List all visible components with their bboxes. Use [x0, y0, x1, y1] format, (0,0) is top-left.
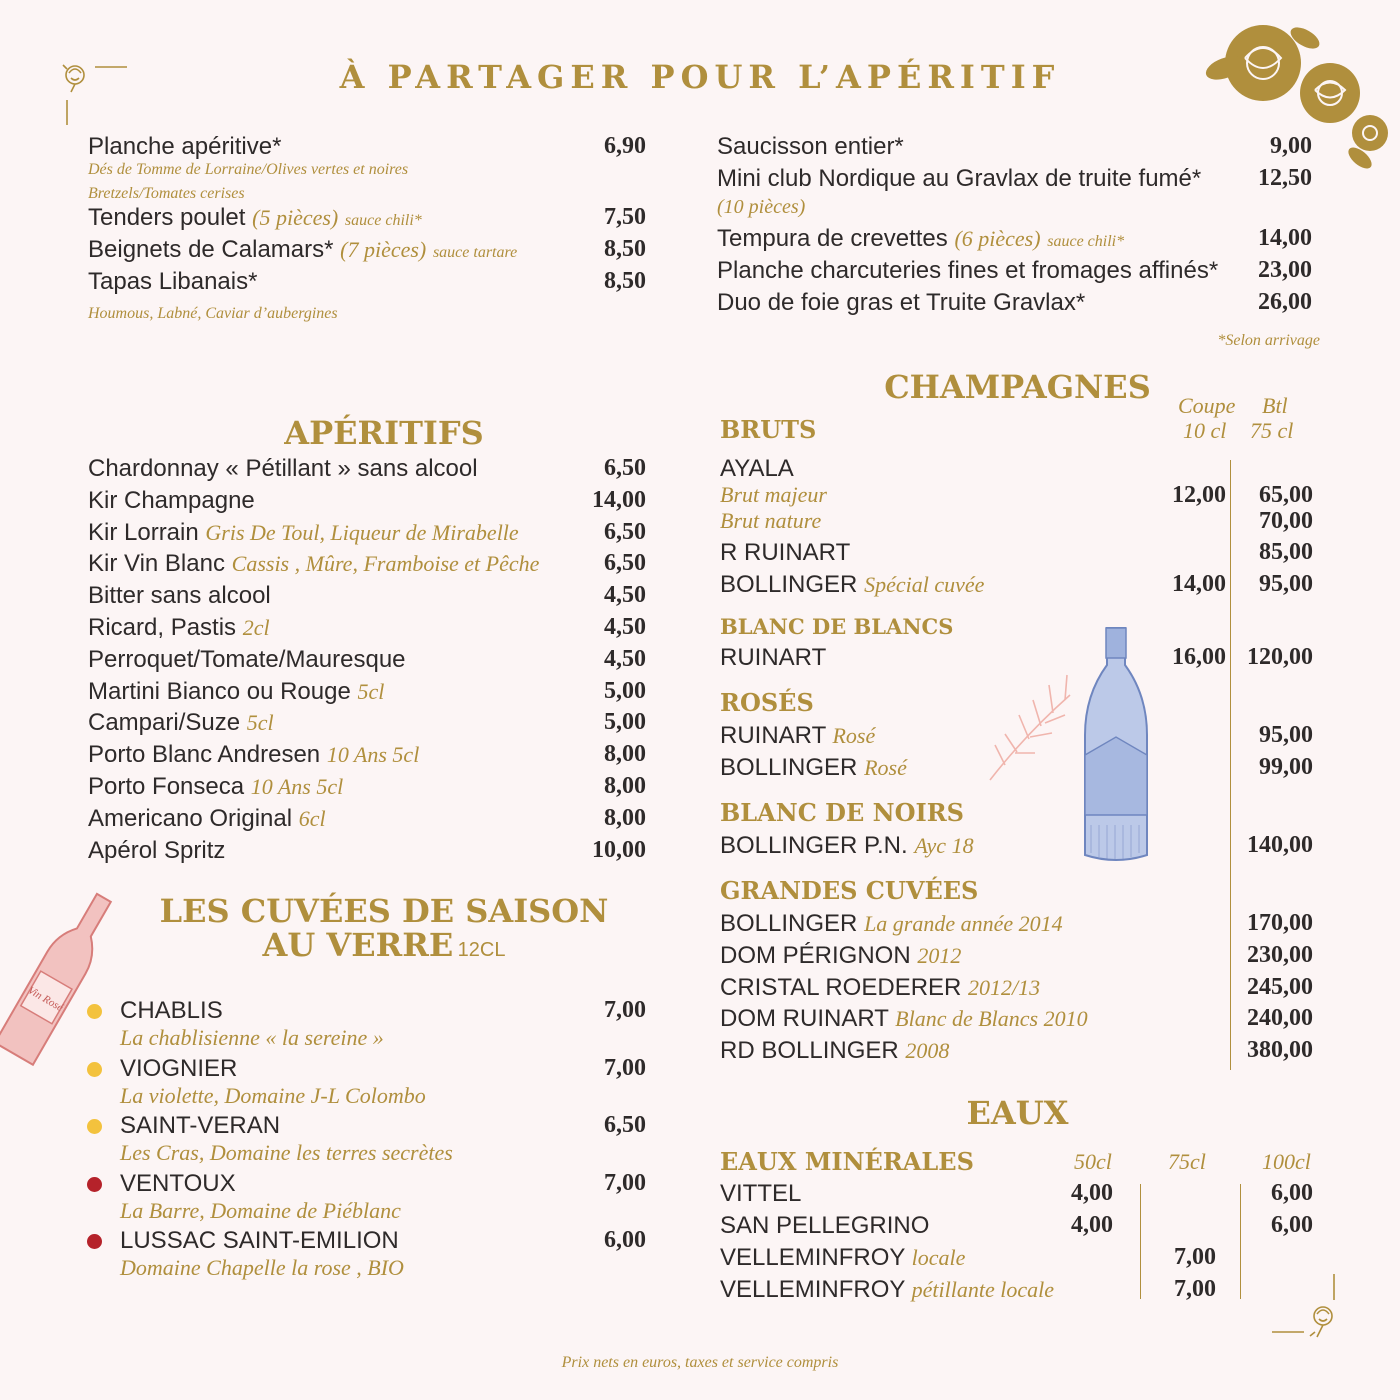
share-item-name: Saucisson entier* — [717, 133, 904, 160]
aperitif-name: Chardonnay « Pétillant » sans alcool — [88, 455, 478, 482]
cuvees-volume: 12CL — [457, 939, 506, 961]
champagne-house: CRISTAL ROEDERER — [720, 973, 962, 1001]
champagne-variety: Rosé — [864, 755, 907, 780]
aperitif-row — [88, 455, 478, 483]
subsection-grandes-cuvees: GRANDES CUVÉES — [720, 876, 979, 905]
share-item-name: Tenders poulet — [88, 204, 246, 231]
aperitif-name: Campari/Suze — [88, 709, 241, 737]
cuvee-description: Les Cras, Domaine les terres secrètes — [120, 1140, 453, 1166]
aperitif-detail: Gris De Toul, Liqueur de Mirabelle — [205, 519, 519, 545]
aperitif-detail: 10 Ans 5cl — [326, 742, 420, 768]
aperitif-row — [88, 487, 255, 515]
share-item-price: 7,50 — [604, 204, 646, 230]
aperitif-name: Americano Original — [88, 804, 293, 832]
champagne-house: DOM RUINART — [720, 1005, 889, 1033]
share-item-detail: (5 pièces) — [252, 205, 339, 230]
col-header-coupe: Coupe — [1178, 393, 1236, 418]
aperitif-name: Perroquet/Tomate/Mauresque — [88, 645, 406, 673]
aperitif-detail: 2cl — [242, 615, 270, 640]
section-title-champagnes: CHAMPAGNES — [884, 368, 1151, 406]
aperitif-row — [88, 805, 326, 833]
champagne-house: BOLLINGER — [720, 754, 858, 781]
water-row — [720, 1244, 965, 1272]
aperitif-price: 8,00 — [604, 741, 646, 768]
aperitif-name: Kir Lorrain — [88, 518, 199, 546]
champagne-btl-price: 120,00 — [1247, 644, 1313, 670]
champagne-house: RUINART — [720, 644, 827, 671]
aperitif-price: 14,00 — [592, 486, 646, 513]
selon-arrivage-note: *Selon arrivage — [1217, 332, 1320, 349]
champagne-btl-price: 65,00 — [1259, 482, 1313, 508]
aperitif-price: 5,00 — [604, 709, 646, 736]
champagne-btl-price: 380,00 — [1247, 1037, 1313, 1064]
champagne-row — [720, 974, 1040, 1002]
champagne-btl-price: 99,00 — [1259, 754, 1313, 780]
champagne-btl-price: 85,00 — [1259, 539, 1313, 565]
champagne-variety: La grande année 2014 — [864, 911, 1063, 936]
share-item-description: Dés de Tomme de Lorraine/Olives vertes et noires — [88, 161, 409, 178]
subsection-bruts: BRUTS — [720, 415, 817, 444]
water-row — [720, 1276, 1054, 1304]
share-item-description: Houmous, Labné, Caviar d’aubergines — [88, 305, 338, 322]
champagne-house: BOLLINGER — [720, 910, 858, 937]
cuvee-name: SAINT-VERAN — [120, 1112, 281, 1140]
champagne-coupe-price: 14,00 — [1172, 571, 1226, 597]
cuvee-description: La Barre, Domaine de Piéblanc — [120, 1197, 401, 1223]
champagne-variety: Rosé — [832, 723, 876, 748]
aperitif-name: Martini Bianco ou Rouge — [88, 677, 351, 705]
share-item-price: 12,50 — [1258, 165, 1312, 191]
water-price-100cl: 6,00 — [1271, 1180, 1313, 1206]
col-header-btl-volume: 75 cl — [1250, 418, 1294, 443]
page-title: À PARTAGER POUR L’APÉRITIF — [339, 58, 1061, 96]
aperitif-name: Porto Fonseca — [88, 773, 245, 800]
water-detail: pétillante locale — [911, 1277, 1054, 1302]
cuvee-name: LUSSAC SAINT-EMILION — [120, 1227, 399, 1255]
aperitif-row — [88, 741, 419, 769]
champagne-row — [720, 910, 1063, 938]
aperitif-row — [88, 709, 274, 737]
cuvee-description: Domaine Chapelle la rose , BIO — [120, 1255, 404, 1281]
wine-color-dot — [87, 1062, 102, 1077]
share-item-name: Mini club Nordique au Gravlax de truite fumé* — [717, 165, 1202, 192]
share-item-name: Planche charcuteries fines et fromages affinés* — [717, 257, 1219, 284]
cuvees-title-line2: AU VERRE — [262, 926, 454, 964]
champagne-house: R RUINART — [720, 539, 851, 566]
share-item-price: 26,00 — [1258, 289, 1312, 315]
champagne-variety: Brut majeur — [720, 482, 827, 507]
aperitif-price: 10,00 — [592, 836, 646, 863]
cuvee-name: VENTOUX — [120, 1169, 236, 1197]
share-item-price: 9,00 — [1270, 133, 1312, 159]
aperitif-price: 4,50 — [604, 645, 646, 672]
subsection-roses: ROSÉS — [720, 688, 814, 717]
aperitif-price: 4,50 — [604, 582, 646, 609]
cuvee-price: 6,00 — [604, 1227, 646, 1254]
champagne-variety: 2012 — [917, 942, 962, 968]
cuvee-description: La chablisienne « la sereine » — [120, 1025, 384, 1050]
share-item-name: Duo de foie gras et Truite Gravlax* — [717, 289, 1086, 316]
water-price-100cl: 6,00 — [1271, 1212, 1313, 1238]
aperitif-price: 6,50 — [604, 455, 646, 481]
champagne-variety: Spécial cuvée — [864, 572, 985, 597]
col-header-btl: Btl — [1262, 393, 1288, 418]
aperitif-detail: Cassis , Mûre, Framboise et Pêche — [231, 551, 540, 577]
aperitif-name: Kir Vin Blanc — [88, 550, 225, 578]
share-item-price: 14,00 — [1258, 225, 1312, 251]
cuvee-price: 6,50 — [604, 1112, 646, 1139]
aperitif-row — [88, 550, 539, 578]
water-price-75cl: 7,00 — [1174, 1244, 1216, 1270]
champagne-btl-price: 230,00 — [1247, 941, 1313, 968]
section-title-cuvees: LES CUVÉES DE SAISON — [159, 892, 609, 930]
champagne-row — [720, 942, 961, 970]
aperitif-price: 8,00 — [604, 804, 646, 831]
aperitif-row — [88, 646, 406, 674]
champagne-house: RUINART — [720, 722, 826, 749]
share-item-price: 8,50 — [604, 236, 646, 262]
water-name: VITTEL — [720, 1180, 802, 1207]
champagne-house: BOLLINGER — [720, 571, 858, 598]
share-item-name: Tempura de crevettes — [717, 225, 948, 252]
champagne-variety: Ayc 18 — [914, 833, 974, 858]
aperitif-row — [88, 614, 270, 642]
champagne-row — [720, 832, 974, 860]
cuvee-price: 7,00 — [604, 1169, 646, 1196]
champagne-house: RD BOLLINGER — [720, 1037, 899, 1065]
aperitif-name: Kir Champagne — [88, 486, 255, 514]
aperitif-price: 6,50 — [604, 550, 646, 577]
champagne-house: DOM PÉRIGNON — [720, 941, 911, 969]
col-header-coupe-volume: 10 cl — [1183, 418, 1227, 443]
aperitif-price: 8,00 — [604, 773, 646, 799]
share-item-sauce: sauce chili* — [1047, 233, 1125, 250]
champagne-btl-price: 70,00 — [1259, 508, 1313, 534]
col-header-100cl: 100cl — [1262, 1149, 1311, 1174]
champagne-bottle-illustration-icon — [985, 625, 1155, 870]
champagne-btl-price: 170,00 — [1247, 910, 1313, 936]
aperitif-price: 4,50 — [604, 614, 646, 640]
aperitif-row — [88, 678, 384, 706]
share-item-detail: (7 pièces) — [340, 237, 427, 262]
section-title-aperitifs: APÉRITIFS — [284, 414, 484, 452]
champagne-row — [720, 754, 907, 782]
champagne-coupe-price: 12,00 — [1172, 482, 1226, 508]
share-item-name: Beignets de Calamars* — [88, 236, 334, 263]
champagne-house: AYALA — [720, 455, 794, 482]
cuvee-price: 7,00 — [604, 997, 646, 1023]
cuvee-name: CHABLIS — [120, 997, 223, 1024]
water-row — [720, 1180, 801, 1208]
share-item-row — [717, 225, 1124, 253]
aperitif-price: 6,50 — [604, 518, 646, 545]
share-item-row — [88, 204, 422, 232]
cuvees-subtitle — [88, 926, 680, 964]
cuvee-price: 7,00 — [604, 1054, 646, 1081]
aperitif-name: Bitter sans alcool — [88, 582, 271, 610]
champagne-btl-price: 245,00 — [1247, 973, 1313, 1000]
champagne-column-divider — [1230, 460, 1231, 1070]
wine-color-dot — [87, 1234, 102, 1249]
wine-color-dot — [87, 1177, 102, 1192]
aperitif-detail: 6cl — [298, 805, 326, 831]
water-price-75cl: 7,00 — [1174, 1276, 1216, 1302]
col-header-50cl: 50cl — [1074, 1149, 1112, 1174]
col-header-75cl: 75cl — [1168, 1149, 1206, 1174]
subsection-blanc-de-blancs: BLANC DE BLANCS — [720, 614, 954, 639]
water-row — [720, 1212, 929, 1240]
aperitif-detail: 5cl — [246, 710, 274, 736]
water-price-50cl: 4,00 — [1071, 1180, 1113, 1206]
cuvee-name: VIOGNIER — [120, 1054, 238, 1082]
subsection-eaux-minerales: EAUX MINÉRALES — [720, 1147, 974, 1176]
share-item-name: Tapas Libanais* — [88, 268, 258, 295]
champagne-row — [720, 1005, 1088, 1033]
share-item-row — [88, 236, 517, 264]
aperitif-row — [88, 519, 519, 547]
aperitif-name: Ricard, Pastis — [88, 614, 237, 641]
champagne-variety: Brut nature — [720, 508, 822, 533]
water-price-50cl: 4,00 — [1071, 1212, 1113, 1238]
section-title-eaux: EAUX — [966, 1094, 1069, 1132]
water-name: VELLEMINFROY — [720, 1244, 905, 1271]
share-item-detail: (6 pièces) — [954, 226, 1041, 251]
champagne-btl-price: 140,00 — [1247, 832, 1313, 858]
water-detail: locale — [911, 1245, 966, 1270]
share-item-sauce: sauce tartare — [432, 244, 518, 261]
aperitif-detail: 10 Ans 5cl — [250, 774, 344, 799]
share-item-description: Bretzels/Tomates cerises — [88, 185, 245, 202]
champagne-variety: 2012/13 — [968, 974, 1041, 1000]
aperitif-name: Apérol Spritz — [88, 836, 226, 864]
aperitif-name: Porto Blanc Andresen — [88, 741, 321, 769]
aperitif-detail: 5cl — [357, 678, 385, 704]
champagne-btl-price: 95,00 — [1259, 722, 1313, 748]
aperitif-row — [88, 773, 343, 801]
cuvee-description: La violette, Domaine J-L Colombo — [120, 1082, 426, 1108]
champagne-btl-price: 95,00 — [1259, 571, 1313, 597]
share-item-description: (10 pièces) — [717, 196, 806, 218]
aperitif-row — [88, 582, 271, 610]
champagne-row — [720, 1037, 949, 1065]
bottle-label: Vin Rosé — [25, 984, 66, 1014]
share-item-name: Planche apéritive* — [88, 133, 282, 160]
share-item-price: 6,90 — [604, 133, 646, 159]
subsection-blanc-de-noirs: BLANC DE NOIRS — [720, 798, 964, 827]
champagne-variety: Blanc de Blancs 2010 — [895, 1006, 1088, 1032]
share-item-price: 8,50 — [604, 268, 646, 294]
champagne-house: BOLLINGER P.N. — [720, 832, 908, 859]
wine-color-dot — [87, 1004, 102, 1019]
champagne-btl-price: 240,00 — [1247, 1005, 1313, 1032]
share-item-sauce: sauce chili* — [344, 212, 422, 229]
water-name: SAN PELLEGRINO — [720, 1212, 930, 1239]
share-item-price: 23,00 — [1258, 257, 1312, 283]
champagne-coupe-price: 16,00 — [1172, 644, 1226, 670]
water-name: VELLEMINFROY — [720, 1276, 905, 1303]
aperitif-row — [88, 837, 225, 865]
rose-ornament-bottom-right-icon — [1268, 1270, 1348, 1350]
champagne-row — [720, 722, 875, 750]
champagne-row — [720, 571, 984, 599]
champagne-variety: 2008 — [905, 1038, 950, 1064]
wine-color-dot — [87, 1119, 102, 1134]
footer-note: Prix nets en euros, taxes et service compris — [561, 1354, 839, 1371]
aperitif-price: 5,00 — [604, 677, 646, 704]
